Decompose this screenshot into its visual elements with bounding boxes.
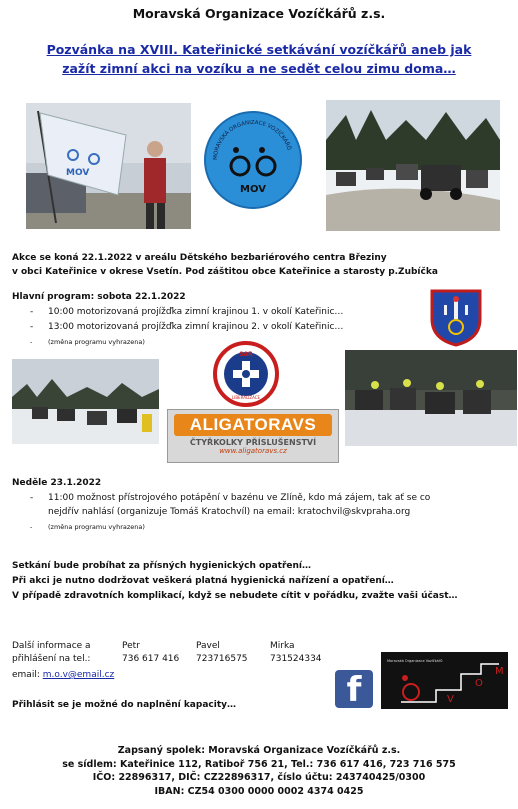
footer-line-1: Zapsaný spolek: Moravská Organizace Vozíčkářů z.s. [117, 745, 401, 756]
photo-quads-road [12, 359, 159, 444]
program-item: - 10:00 motorizovaná projížďka zimní krajinou 1. v okolí Kateřinic… [28, 305, 408, 320]
contact-name: Petr [122, 641, 140, 651]
mov-small-text: Moravská Organizace Vozíčkářů [387, 659, 443, 663]
headline-line-1: Pozvánka na XVIII. Kateřinické setkávání vozíčkářů aneb jak [46, 42, 472, 57]
katerinice-coat-of-arms [430, 289, 482, 347]
contact-person [122, 640, 179, 666]
mov-letter-m: M [495, 666, 504, 677]
contact-person [196, 640, 248, 666]
headline-line-2: zažít zimní akci na vozíku a ne sedět celou zimu doma… [62, 61, 456, 76]
email-link[interactable]: m.o.v@email.cz [42, 670, 115, 680]
hygiene-line-2: Při akci je nutno dodržovat veškerá platná hygienická nařízení a opatření… [12, 576, 394, 586]
saturday-title: Hlavní program: sobota 22.1.2022 [12, 292, 186, 302]
contact-phone[interactable]: 731524334 [270, 654, 322, 664]
intro-line-1: Akce se koná 22.1.2022 v areálu Dětského bezbariérového centra Březiny [12, 253, 387, 263]
aligator-name: ALIGATORAVS [189, 415, 317, 434]
email-label: email: [12, 670, 40, 680]
sunday-program [28, 491, 508, 535]
logo-arc-text: MORAVSKÁ ORGANIZACE VOZÍČKÁŘŮ [212, 119, 292, 161]
footer-line-3: IČO: 22896317, DIČ: CZ22896317, číslo účtu: 243740425/0300 [92, 772, 426, 783]
mov-letter-o: O [475, 678, 483, 689]
contact-intro-line-1: Další informace a [12, 641, 91, 651]
contact-name: Pavel [196, 641, 220, 651]
mov-stair-logo [381, 652, 508, 709]
event-intro [12, 251, 512, 279]
aligator-url[interactable]: www.aligatoravs.cz [219, 447, 287, 455]
hygiene-notice [12, 559, 512, 604]
photo-quads-group [345, 350, 517, 446]
photo-flag-bearer [26, 103, 191, 229]
contact-phone[interactable]: 723716575 [196, 654, 248, 664]
rescue-bottom-text: LIBERALIZACE [231, 395, 261, 400]
hygiene-line-3: V případě zdravotních komplikací, když se nebudete cítit v pořádku, zvažte vaši účast… [12, 591, 458, 601]
footer-line-2: se sídlem: Kateřinice 112, Ratiboř 756 21, Tel.: 736 617 416, 723 716 575 [62, 758, 456, 770]
program-item: - 13:00 motorizovaná projížďka zimní krajinou 2. v okolí Kateřinic… [28, 320, 408, 335]
contact-name: Mirka [270, 641, 295, 651]
sunday-item-line-2: nejdřív nahlásí (organizuje Tomáš Kratochvíl) na email: kratochvil@skvpraha.org [48, 507, 411, 517]
contact-phone[interactable]: 736 617 416 [122, 654, 180, 664]
organization-title: Moravská Organizace Vozíčkářů z.s. [132, 6, 386, 21]
hygiene-line-1: Setkání bude probíhat za přísných hygienických opatření… [12, 561, 312, 571]
facebook-icon[interactable] [335, 670, 373, 708]
sunday-title: Neděle 23.1.2022 [12, 478, 102, 488]
photo-snowy-quads [326, 100, 500, 231]
logo-text: MOV [240, 184, 266, 195]
invitation-headline [12, 40, 506, 78]
contact-person [270, 640, 322, 666]
footer-line-4: IBAN: CZ54 0300 0000 0002 4374 0425 [154, 785, 364, 797]
sar-rescue-logo [213, 341, 279, 407]
sunday-item: - 11:00 možnost přístrojového potápění v bazénu ve Zlíně, kdo má zájem, tak ať se co nejdřív nahlásí (organizuje Tomáš Kratochvíl) na email: kratochvil@skvpraha.org [28, 491, 508, 519]
aligatoravs-banner [167, 409, 339, 463]
capacity-note: Přihlásit se je možné do naplnění kapacity… [12, 700, 236, 710]
sunday-note-row: - (změna programu vyhrazena) [30, 523, 145, 531]
footer-registration [0, 744, 518, 798]
mov-logo [203, 110, 303, 210]
sunday-note: (změna programu vyhrazena) [48, 523, 145, 531]
facebook-glyph: f [346, 670, 362, 710]
contact-intro-line-2: přihlášení na tel.: [12, 654, 91, 664]
sunday-item-line-1: 11:00 možnost přístrojového potápění v bazénu ve Zlíně, kdo má zájem, tak ať se co [48, 493, 431, 503]
rescue-top-text: SAR [239, 351, 253, 358]
aligator-subtitle: ČTYŘKOLKY PŘÍSLUŠENSTVÍ [189, 438, 317, 447]
intro-line-2: v obci Kateřinice v okrese Vsetín. Pod záštitou obce Kateřinice a starosty p.Zubíčka [12, 267, 438, 277]
flag-text: MOV [66, 168, 90, 178]
program-note: - (změna programu vyhrazena) [28, 335, 408, 350]
contact-email-row [12, 669, 114, 682]
mov-letter-v: V [447, 694, 454, 705]
contact-intro [12, 640, 91, 666]
